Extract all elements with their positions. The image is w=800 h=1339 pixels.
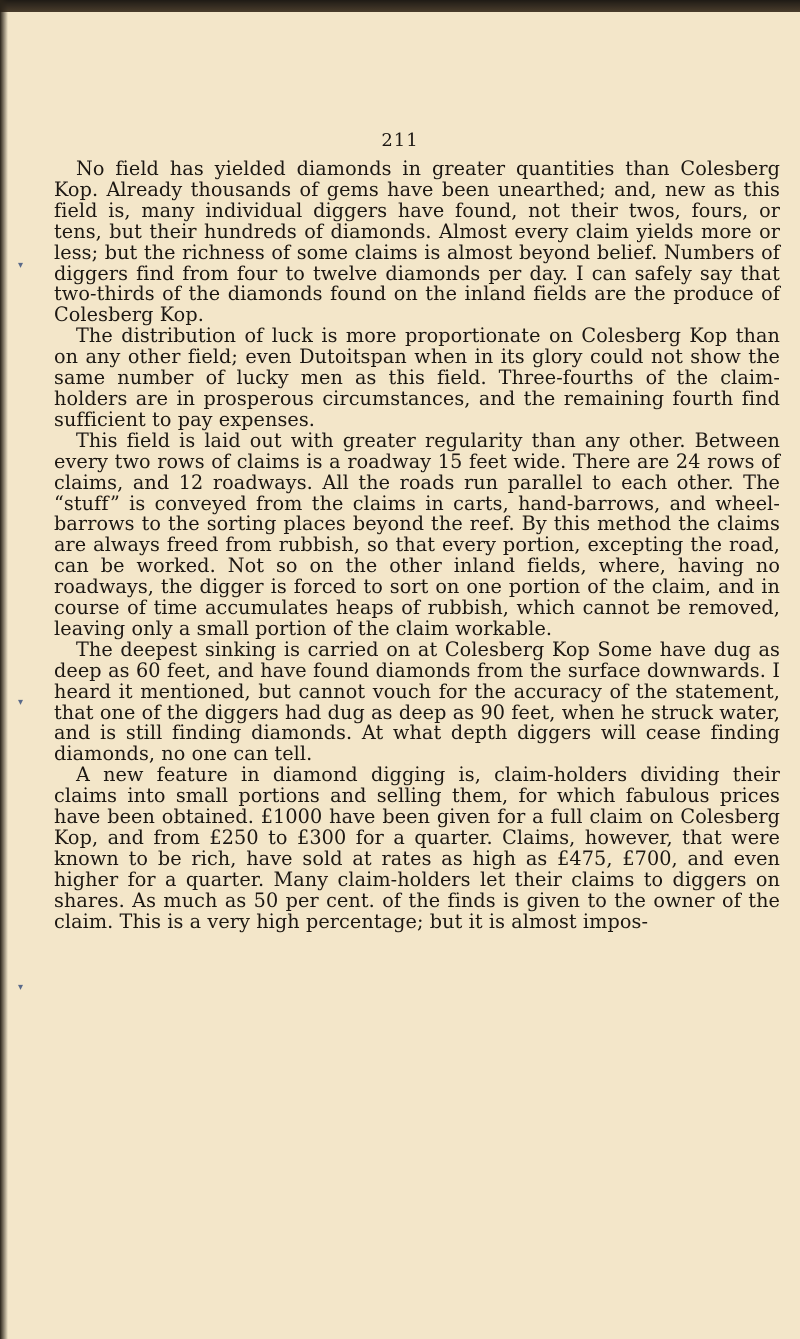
book-page: [0, 12, 800, 1339]
paragraph: No field has yielded diamonds in greater quantities than Colesberg Kop. Already thousands of gems have been unearthed; and, new as this field is, many individual diggers have found, not their twos, fours, or tens, but their hundreds of diamonds. Almost every claim yields more or less; but the richness of some claims is almost beyond belief. Numbers of diggers find from four to twelve diamonds per day. I can safely say that two-thirds of the diamonds found on the inland fields are the produce of Colesberg Kop.: [54, 157, 780, 327]
paragraph: This field is laid out with greater regularity than any other. Between every two rows of claims is a roadway 15 feet wide. There are 24 rows of claims, and 12 roadways. All the roads run parallel to each other. The “stuff” is conveyed from the claims in carts, hand-barrows, and wheel-barrows to the sorting places beyond the reef. By this method the claims are always freed from rubbish, so that every portion, excepting the road, can be worked. Not so on the other inland fields, where, having no roadways, the digger is forced to sort on one portion of the claim, and in course of time accumulates heaps of rubbish, which cannot be removed, leaving only a small portion of the claim workable.: [54, 428, 780, 640]
margin-mark: ▾: [18, 982, 24, 993]
paragraph: The distribution of luck is more proportionate on Colesberg Kop than on any other field; even Dutoitspan when in its glory could not show the same number of lucky men as this field. Three-fourths of the claim-holders are in prosperous circumstances, and the remaining fourth find sufficient to pay expenses.: [54, 324, 780, 431]
body-text: [54, 159, 780, 933]
margin-mark: ▾: [18, 697, 24, 708]
scan-top-edge: [0, 0, 800, 12]
margin-mark: ▾: [18, 260, 24, 271]
paragraph: The deepest sinking is carried on at Colesberg Kop Some have dug as deep as 60 feet, and have found diamonds from the surface downwards. I heard it mentioned, but cannot vouch for the accuracy of the statement, that one of the diggers had dug as deep as 90 feet, when he struck water, and is still finding diamonds. At what depth diggers will cease finding diamonds, no one can tell.: [54, 637, 780, 766]
paragraph: A new feature in diamond digging is, claim-holders dividing their claims into small portions and selling them, for which fabulous prices have been obtained. £1000 have been given for a full claim on Colesberg Kop, and from £250 to £300 for a quarter. Claims, however, that were known to be rich, have sold at rates as high as £475, £700, and even higher for a quarter. Many claim-holders let their claims to diggers on shares. As much as 50 per cent. of the finds is given to the owner of the claim. This is a very high percentage; but it is almost impos-: [54, 763, 780, 933]
page-number: 211: [381, 130, 419, 151]
